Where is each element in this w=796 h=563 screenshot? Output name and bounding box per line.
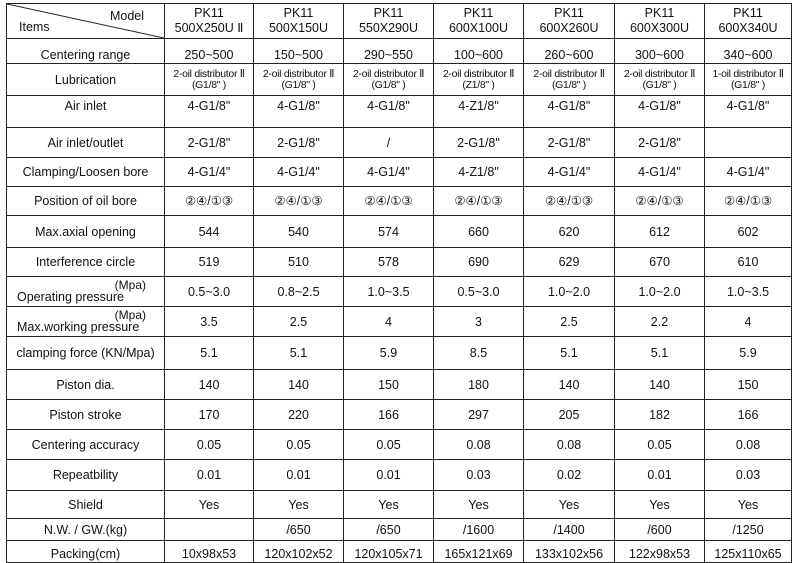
value-cell: 290~550 (344, 39, 434, 64)
value-cell: /600 (615, 519, 705, 541)
value-cell: 5.1 (615, 337, 705, 370)
row-shield (7, 491, 792, 519)
value-cell: 578 (344, 248, 434, 277)
row-operating-pressure (7, 277, 792, 307)
value-cell: 150 (705, 370, 792, 400)
lubrication-thread: (G1/8" ) (191, 78, 226, 91)
value-cell (434, 64, 524, 96)
row-label: clamping force (KN/Mpa) (7, 337, 165, 370)
row-label: Packing(cm) (7, 541, 165, 563)
lubrication-distributor: 2-oil distributor Ⅱ (173, 67, 245, 80)
row-interference-circle (7, 248, 792, 277)
value-cell: 0.05 (344, 430, 434, 460)
value-cell: 519 (165, 248, 254, 277)
value-cell: 5.1 (165, 337, 254, 370)
value-cell: 4-G1/4" (344, 158, 434, 187)
value-cell: Yes (615, 491, 705, 519)
value-cell (524, 64, 615, 96)
value-cell: /650 (344, 519, 434, 541)
value-cell: Yes (524, 491, 615, 519)
lubrication-thread: (Z1/8" ) (462, 78, 495, 91)
row-unit: (Mpa) (114, 308, 146, 322)
value-cell: 0.03 (705, 460, 792, 491)
value-cell: 4-G1/4" (165, 158, 254, 187)
row-unit: (Mpa) (114, 278, 146, 292)
value-cell: 166 (344, 400, 434, 430)
value-cell: 4-G1/8" (524, 96, 615, 128)
value-cell (165, 519, 254, 541)
value-cell: Yes (254, 491, 344, 519)
value-cell: 8.5 (434, 337, 524, 370)
header-row (7, 4, 792, 39)
value-cell: 300~600 (615, 39, 705, 64)
value-cell: 670 (615, 248, 705, 277)
lubrication-thread: (G1/8" ) (551, 78, 586, 91)
value-cell: 2-G1/8" (165, 128, 254, 158)
value-cell: /650 (254, 519, 344, 541)
value-cell: 4-Z1/8" (434, 158, 524, 187)
value-cell (615, 64, 705, 96)
model-series: PK11 (733, 6, 763, 20)
value-cell: 2.5 (254, 307, 344, 337)
value-cell: 2-G1/8" (434, 128, 524, 158)
items-header-label: Items (19, 20, 50, 34)
model-series: PK11 (194, 6, 224, 20)
row-repeatability (7, 460, 792, 491)
value-cell: 122x98x53 (615, 541, 705, 563)
value-cell: 660 (434, 216, 524, 248)
value-cell: 250~500 (165, 39, 254, 64)
value-cell: 0.01 (615, 460, 705, 491)
row-label: Air inlet/outlet (7, 128, 165, 158)
row-label: N.W. / GW.(kg) (7, 519, 165, 541)
value-cell: 0.08 (705, 430, 792, 460)
value-cell: 10x98x53 (165, 541, 254, 563)
value-cell: 612 (615, 216, 705, 248)
value-cell: 5.9 (344, 337, 434, 370)
header-corner-cell (7, 4, 165, 39)
model-code: 600X300U (629, 21, 690, 35)
value-cell: 4-G1/8" (705, 96, 792, 128)
value-cell: ②④/①③ (165, 187, 254, 216)
row-max-axial-opening (7, 216, 792, 248)
value-cell: 510 (254, 248, 344, 277)
row-clamping-bore (7, 158, 792, 187)
value-cell (705, 64, 792, 96)
lubrication-distributor: 2-oil distributor Ⅱ (533, 67, 605, 80)
value-cell: 4-Z1/8" (434, 96, 524, 128)
model-series: PK11 (283, 6, 314, 20)
value-cell: 690 (434, 248, 524, 277)
row-weight (7, 519, 792, 541)
row-centering-accuracy (7, 430, 792, 460)
value-cell: 4-G1/4" (524, 158, 615, 187)
value-cell: 0.05 (254, 430, 344, 460)
model-header-cell (615, 4, 705, 39)
value-cell: Yes (165, 491, 254, 519)
value-cell: Yes (705, 491, 792, 519)
row-label: Max.working pressure (17, 320, 140, 334)
row-air-inlet-outlet (7, 128, 792, 158)
value-cell: 574 (344, 216, 434, 248)
value-cell: 140 (165, 370, 254, 400)
value-cell: /1250 (705, 519, 792, 541)
value-cell: ②④/①③ (254, 187, 344, 216)
value-cell: 260~600 (524, 39, 615, 64)
value-cell: 2.2 (615, 307, 705, 337)
value-cell (254, 64, 344, 96)
value-cell: 5.1 (524, 337, 615, 370)
value-cell: 0.5~3.0 (165, 277, 254, 307)
value-cell: 140 (524, 370, 615, 400)
value-cell: 4-G1/8" (615, 96, 705, 128)
row-label-cell (7, 277, 165, 307)
value-cell: 3 (434, 307, 524, 337)
value-cell: 140 (615, 370, 705, 400)
model-series: PK11 (463, 6, 494, 20)
row-label: Interference circle (7, 248, 165, 277)
value-cell: 125x110x65 (705, 541, 792, 563)
value-cell: 5.1 (254, 337, 344, 370)
row-label: Centering range (7, 39, 165, 64)
value-cell: 150~500 (254, 39, 344, 64)
model-header-label: Model (109, 9, 144, 23)
model-code: 600X340U (718, 21, 778, 35)
value-cell: 0.05 (165, 430, 254, 460)
value-cell: 1.0~3.5 (705, 277, 792, 307)
lubrication-thread: (G1/8" ) (371, 78, 406, 91)
value-cell: 620 (524, 216, 615, 248)
row-clamping-force (7, 337, 792, 370)
value-cell: 120x105x71 (344, 541, 434, 563)
value-cell (165, 64, 254, 96)
value-cell: 2-G1/8" (615, 128, 705, 158)
value-cell: 0.01 (165, 460, 254, 491)
value-cell: 5.9 (705, 337, 792, 370)
model-code: 600X100U (448, 21, 509, 35)
value-cell: 602 (705, 216, 792, 248)
value-cell: 4-G1/8" (254, 96, 344, 128)
value-cell: 0.01 (344, 460, 434, 491)
model-header-cell (434, 4, 524, 39)
value-cell (705, 128, 792, 158)
value-cell: 0.08 (434, 430, 524, 460)
row-label: Clamping/Loosen bore (7, 158, 165, 187)
value-cell: 150 (344, 370, 434, 400)
value-cell: 170 (165, 400, 254, 430)
value-cell: 0.08 (524, 430, 615, 460)
value-cell: 544 (165, 216, 254, 248)
row-label: Piston stroke (7, 400, 165, 430)
value-cell: 1.0~2.0 (615, 277, 705, 307)
row-piston-stroke (7, 400, 792, 430)
row-label: Centering accuracy (7, 430, 165, 460)
model-code: 500X150U (268, 21, 329, 35)
value-cell: 4-G1/8" (344, 96, 434, 128)
value-cell: ②④/①③ (434, 187, 524, 216)
row-label: Shield (7, 491, 165, 519)
row-label: Lubrication (7, 64, 165, 96)
value-cell: / (344, 128, 434, 158)
model-code: 550X290U (358, 21, 419, 35)
value-cell: 297 (434, 400, 524, 430)
value-cell: 4-G1/4" (705, 158, 792, 187)
value-cell: 340~600 (705, 39, 792, 64)
model-header-cell (165, 4, 254, 39)
value-cell: 165x121x69 (434, 541, 524, 563)
row-label: Piston dia. (7, 370, 165, 400)
value-cell: 120x102x52 (254, 541, 344, 563)
value-cell: ②④/①③ (705, 187, 792, 216)
lubrication-thread: (G1/8" ) (730, 78, 765, 91)
value-cell: 0.01 (254, 460, 344, 491)
value-cell: /1400 (524, 519, 615, 541)
value-cell: 0.02 (524, 460, 615, 491)
value-cell: 3.5 (165, 307, 254, 337)
row-air-inlet (7, 96, 792, 128)
row-label: Operating pressure (17, 290, 125, 304)
model-series: PK11 (554, 6, 584, 20)
value-cell: 610 (705, 248, 792, 277)
value-cell: 182 (615, 400, 705, 430)
value-cell: 1.0~3.5 (344, 277, 434, 307)
row-packing (7, 541, 792, 563)
value-cell: 205 (524, 400, 615, 430)
row-centering-range (7, 39, 792, 64)
model-header-cell (344, 4, 434, 39)
value-cell: 220 (254, 400, 344, 430)
spec-table (6, 3, 792, 563)
value-cell: 180 (434, 370, 524, 400)
lubrication-distributor: 2-oil distributor Ⅱ (262, 67, 335, 80)
value-cell: 2-G1/8" (524, 128, 615, 158)
value-cell: Yes (344, 491, 434, 519)
value-cell (344, 64, 434, 96)
value-cell: 0.5~3.0 (434, 277, 524, 307)
row-label-cell (7, 307, 165, 337)
model-series: PK11 (373, 6, 404, 20)
row-oil-bore (7, 187, 792, 216)
value-cell: ②④/①③ (615, 187, 705, 216)
value-cell: 629 (524, 248, 615, 277)
value-cell: 2-G1/8" (254, 128, 344, 158)
model-header-cell (524, 4, 615, 39)
value-cell: Yes (434, 491, 524, 519)
value-cell: 0.05 (615, 430, 705, 460)
value-cell: 140 (254, 370, 344, 400)
value-cell: 4-G1/8" (165, 96, 254, 128)
model-header-cell (705, 4, 792, 39)
value-cell: 100~600 (434, 39, 524, 64)
lubrication-distributor: 2-oil distributor Ⅱ (352, 67, 425, 80)
value-cell: 540 (254, 216, 344, 248)
row-lubrication (7, 64, 792, 96)
value-cell: /1600 (434, 519, 524, 541)
model-code: 600X260U (539, 21, 599, 35)
row-label: Repeatbility (7, 460, 165, 491)
value-cell: 1.0~2.0 (524, 277, 615, 307)
row-label: Position of oil bore (7, 187, 165, 216)
value-cell: ②④/①③ (524, 187, 615, 216)
value-cell: 166 (705, 400, 792, 430)
value-cell: 4-G1/4" (615, 158, 705, 187)
lubrication-distributor: 1-oil distributor Ⅱ (712, 67, 784, 80)
row-label: Max.axial opening (7, 216, 165, 248)
row-label: Air inlet (7, 96, 165, 128)
value-cell: 2.5 (524, 307, 615, 337)
value-cell: 0.8~2.5 (254, 277, 344, 307)
value-cell: 4 (344, 307, 434, 337)
model-series: PK11 (644, 6, 675, 20)
value-cell: ②④/①③ (344, 187, 434, 216)
value-cell: 4-G1/4" (254, 158, 344, 187)
value-cell: 4 (705, 307, 792, 337)
model-header-cell (254, 4, 344, 39)
row-max-working-pressure (7, 307, 792, 337)
value-cell: 0.03 (434, 460, 524, 491)
lubrication-thread: (G1/8" ) (281, 78, 316, 91)
lubrication-distributor: 2-oil distributor Ⅱ (623, 67, 696, 80)
value-cell: 133x102x56 (524, 541, 615, 563)
lubrication-thread: (G1/8" ) (642, 78, 677, 91)
lubrication-distributor: 2-oil distributor Ⅱ (442, 67, 515, 80)
model-code: 500X250U Ⅱ (174, 21, 244, 35)
row-piston-dia (7, 370, 792, 400)
